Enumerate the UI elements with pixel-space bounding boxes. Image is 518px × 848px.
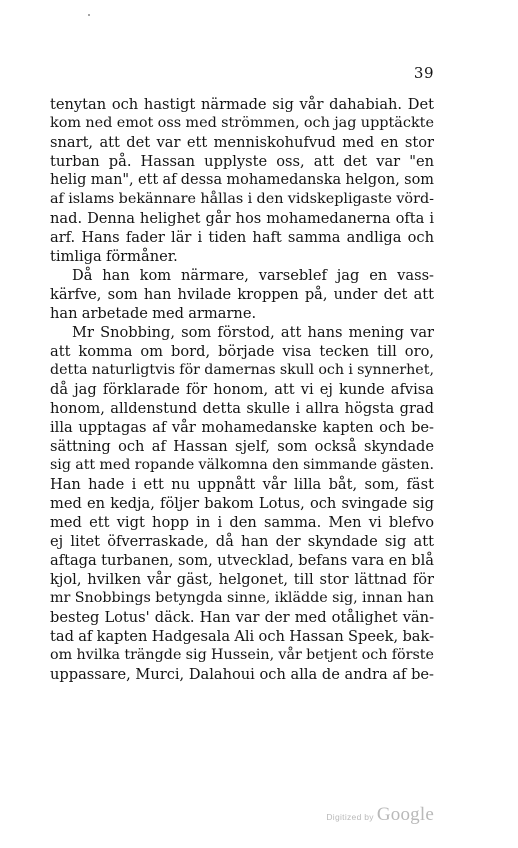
text-line: kjol, hvilken vår gäst, helgonet, till stor lättnad för bbox=[50, 571, 434, 588]
text-line: med en kedja, följer bakom Lotus, och svingade sig bbox=[50, 495, 434, 512]
text-line: med ett vigt hopp in i den samma. Men vi blefvo bbox=[50, 514, 434, 531]
text-line: timliga förmåner. bbox=[50, 248, 178, 265]
text-line: mr Snobbings betyngda sinne, iklädde sig, innan han bbox=[50, 590, 434, 606]
text-line: kärfve, som han hvilade kroppen på, under det att bbox=[50, 286, 434, 303]
text-line: då jag förklarade för honom, att vi ej kunde afvisa bbox=[50, 381, 434, 398]
text-line: tad af kapten Hadgesala Ali och Hassan Speek, bak- bbox=[50, 628, 434, 645]
text-line: arf. Hans fader lär i tiden haft samma andliga och bbox=[50, 229, 434, 246]
text-line: helig man", ett af dessa mohamedanska helgon, som bbox=[50, 172, 434, 188]
text-line: detta naturligtvis för damernas skull och i synnerhet, bbox=[50, 362, 434, 378]
text-line: turban på. Hassan upplyste oss, att det var "en bbox=[50, 153, 434, 170]
body-text bbox=[50, 95, 434, 684]
text-line: illa upptagas af vår mohamedanske kapten och be- bbox=[50, 419, 434, 436]
text-line: kom ned emot oss med strömmen, och jag upptäckte bbox=[50, 115, 434, 131]
text-line: uppassare, Murci, Dalahoui och alla de andra af be- bbox=[50, 666, 434, 683]
text-line: besteg Lotus' däck. Han var der med otålighet vän- bbox=[50, 609, 434, 626]
page-number: 39 bbox=[413, 64, 434, 82]
text-line: ej litet öfverraskade, då han der skyndade sig att bbox=[50, 533, 434, 550]
text-line: af islams bekännare hållas i den vidskepligaste vörd- bbox=[50, 191, 434, 207]
text-line: Då han kom närmare, varseblef jag en vass- bbox=[72, 267, 434, 284]
text-line: aftaga turbanen, som, utvecklad, befans vara en blå bbox=[50, 552, 434, 569]
text-line: sättning och af Hassan sjelf, som också skyndade bbox=[50, 438, 434, 455]
paper-speck bbox=[88, 14, 90, 16]
digitized-watermark bbox=[326, 804, 434, 826]
watermark-brand: Google bbox=[376, 804, 434, 825]
text-line: snart, att det var ett menniskohufvud med en stor bbox=[50, 134, 434, 151]
text-line: att komma om bord, började visa tecken till oro, bbox=[50, 343, 434, 360]
text-line: Mr Snobbing, som förstod, att hans mening var bbox=[72, 324, 434, 341]
text-line: Han hade i ett nu uppnått vår lilla båt, som, fäst bbox=[50, 476, 434, 493]
text-line: nad. Denna helighet går hos mohamedanerna ofta i bbox=[50, 210, 434, 227]
text-line: om hvilka trängde sig Hussein, vår betjent och förste bbox=[50, 647, 434, 663]
text-line: sig att med ropande välkomna den simmande gästen. bbox=[50, 457, 434, 473]
text-line: honom, alldenstund detta skulle i allra högsta grad bbox=[50, 400, 434, 417]
text-line: tenytan och hastigt närmade sig vår dahabiah. Det bbox=[50, 96, 434, 113]
watermark-prefix: Digitized by bbox=[326, 812, 374, 822]
text-line: han arbetade med armarne. bbox=[50, 305, 257, 322]
